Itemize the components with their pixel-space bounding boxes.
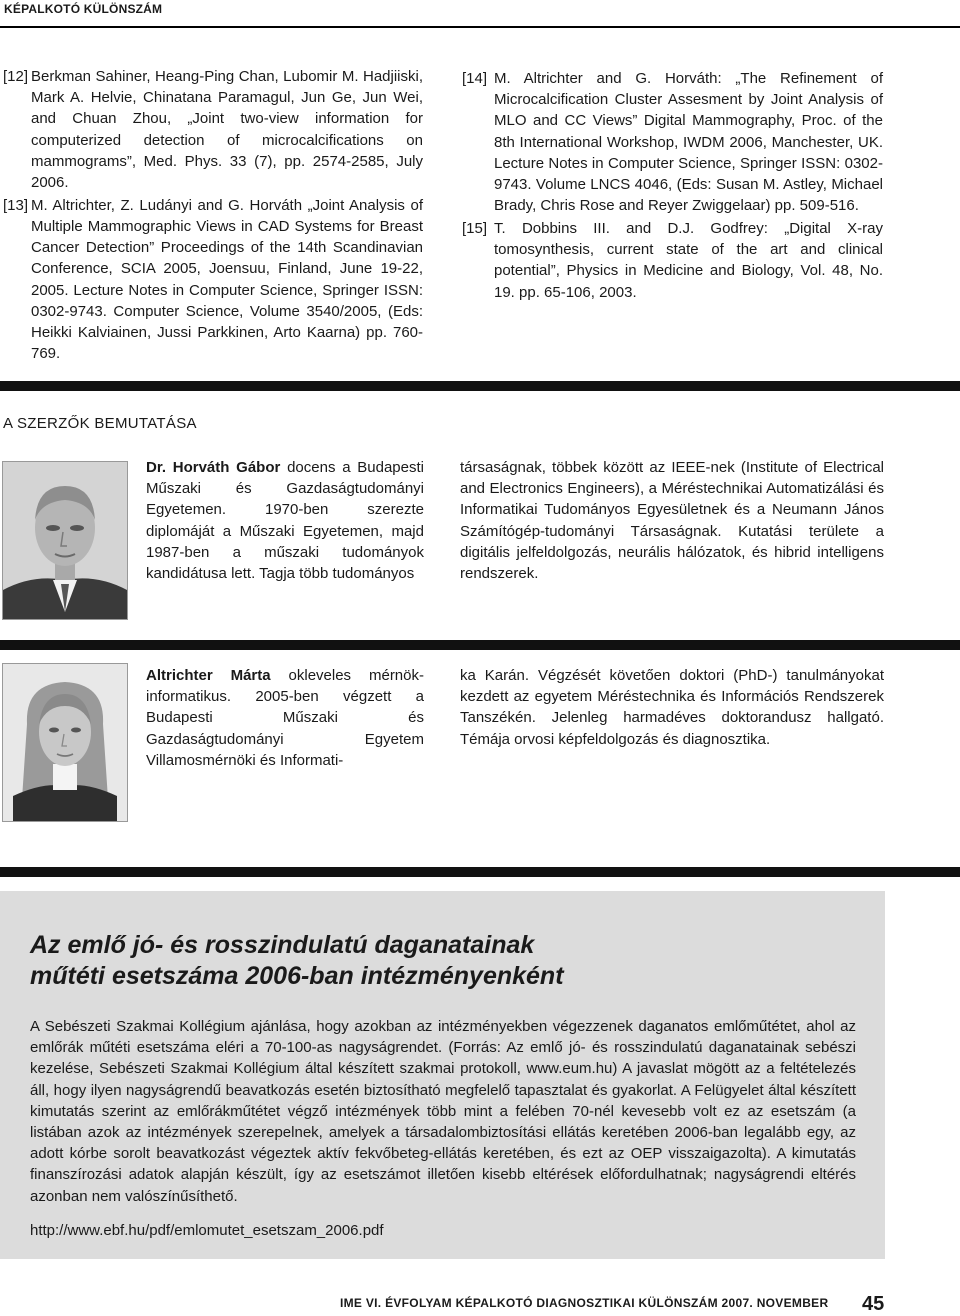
info-box-title-line: műtéti esetszáma 2006-ban intézményenként — [30, 962, 564, 990]
top-rule — [0, 26, 960, 28]
section-title: A SZERZŐK BEMUTATÁSA — [3, 415, 197, 432]
references-right-column — [462, 68, 883, 304]
reference-text: M. Altrichter, Z. Ludányi and G. Horváth „Joint Analysis of Multiple Mammographic Views in CAD Systems for Breast Cancer Detection” Proceedings of the 14th Scandinavian Conference, SCIA 2005, Joensuu, Finland, June 19-22, 2005. Lecture Notes in Computer Science, Springer ISSN: 0302-9743. Computer Science, Volume 3540/2005, (Eds: Heikki Kalviainen, Jussi Parkkinen, Arto Kaarna) pp. 760-769. — [31, 196, 423, 363]
reference-text: M. Altrichter and G. Horváth: „The Refinement of Microcalcification Cluster Assesment by Joint Analysis of MLO and CC Views” Digital Mammography, Proc. of the 8th International Workshop, IWDM 2006, Manchester, UK. Lecture Notes in Computer Science, Springer ISSN: 0302-9743. Volume LNCS 4046, (Eds: Susan M. Astley, Michael Brady, Chris Rose and Reyer Zwiggelaar) pp. 509-516. — [494, 70, 883, 215]
author-bio-altrichter-part1 — [146, 665, 424, 771]
author-bio-text: docens a Budapesti Műszaki és Gazdaságtudományi Egyetemen. 1970-ben szerezte diplomáját a Műszaki Egyetemen, majd 1987-ben a műszaki tudományok kandidátusa lett. Tagja több tudományos — [146, 459, 424, 583]
reference-number: [13] — [3, 196, 29, 214]
reference-number: [12] — [3, 68, 29, 85]
author-bio-altrichter-part2: ka Karán. Végzését követően doktori (PhD-) tanulmányokat kezdett az egyetem Méréstechnika és Információs Rendszerek Tanszékén. Jelenleg harmadéves doktorandusz hallgató. Témája orvosi képfeldolgozás és diagnosztika. — [460, 667, 884, 748]
info-box-text: A Sebészeti Szakmai Kollégium ajánlása, hogy azokban az intézményekben végezzenek daganatos emlőműtétet, ahol az emlőrák műtéti esetszáma eléri a 70-100-as nagyságrendet. (Forrás: Az emlő jó- és rosszindulatú daganatainak sebészi kezelése, Sebészeti Szakmai Kollégium által készített szakmai protokoll, www.eum.hu) A javaslat mögött az a feltételezés áll, hogy ilyen nagyságrendű beavatkozás esetén biztosítható megfelelő tapasztalat és gyakorlat. A Felügyelet által készített kimutatás szerint az emlőrákműtétet végző intézmények több mint a felében 70-nél kevesebb volt ez az esetszám (a listában azok az intézmények szerepelnek, amelyek a társadalombiztosítási ellátás keretében 2006-ban legalább egy, az adott kórbe sorolt beavatkozást végeztek aktív fekvőbeteg-ellátás keretében, és ezt az OEP visszaigazolta). A kimutatás finanszírozási adatok alapján készült, így az esetszámot illetően kisebb eltérések előfordulhatnak; nagyságrendi eltérés azonban nem valószínűsíthető. — [30, 1018, 856, 1205]
section-divider — [0, 381, 960, 391]
section-divider-bottom — [0, 867, 960, 877]
info-box-title-line: Az emlő jó- és rosszindulatú daganatainak — [30, 931, 535, 959]
info-box-url[interactable]: http://www.ebf.hu/pdf/emlomutet_esetszam_2006.pdf — [30, 1222, 384, 1239]
reference-item — [3, 66, 423, 193]
info-box-title — [30, 930, 870, 992]
reference-text: T. Dobbins III. and D.J. Godfrey: „Digital X-ray tomosynthesis, current state of the art and clinical potential”, Physics in Medicine and Biology, Vol. 48, No. 19. pp. 65-106, 2003. — [494, 219, 883, 301]
reference-number: [14] — [462, 70, 488, 87]
page-number: 45 — [862, 1293, 885, 1315]
author-photo-altrichter — [2, 663, 128, 822]
author-divider — [0, 640, 960, 650]
reference-text: Berkman Sahiner, Heang-Ping Chan, Lubomir M. Hadjiiski, Mark A. Helvie, Chinatana Paramagul, Jun Ge, Jun Wei, and Chuan Zhou, „Joint two-view information for computerized detection of microcalcifications on mammograms”, Med. Phys. 33 (7), pp. 2574-2585, July 2006. — [31, 68, 423, 192]
author-bio-horvath-part1 — [146, 457, 424, 584]
author-name: Altrichter Márta — [146, 667, 271, 684]
running-head: KÉPALKOTÓ KÜLÖNSZÁM — [4, 2, 163, 16]
footer-journal: IME VI. ÉVFOLYAM KÉPALKOTÓ DIAGNOSZTIKAI KÜLÖNSZÁM 2007. NOVEMBER — [340, 1296, 829, 1310]
author-bio-text: okleveles mérnök-informatikus. 2005-ben végzett a Budapesti Műszaki és Gazdaságtudományi Egyetem Villamosmérnöki és Informati- — [146, 667, 424, 769]
author-photo-horvath — [2, 461, 128, 620]
reference-item — [462, 68, 883, 216]
reference-item — [462, 218, 883, 303]
references-left-column — [3, 66, 423, 366]
reference-number: [15] — [462, 219, 488, 237]
author-name: Dr. Horváth Gábor — [146, 459, 281, 476]
reference-item — [3, 195, 423, 365]
author-bio-horvath-part2: társaságnak, többek között az IEEE-nek (Institute of Electrical and Electronics Engineers), a Méréstechnikai Automatizálási és Informatikai Tudományos Egyesületnek és a Neumann János Számítógép-tudományi Társaságnak. Kutatási területe a digitális jelfeldolgozás, neurális hálózatok, és hibrid intelligens rendszerek. — [460, 459, 884, 583]
